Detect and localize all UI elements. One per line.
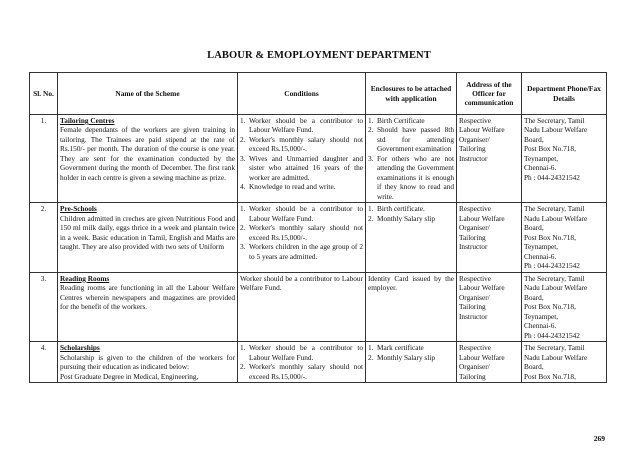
row-sl-no: 4. <box>30 342 58 383</box>
department-cell: The Secretary, Tamil Nadu Labour Welfare Board, Post Box No.718, <box>522 342 607 383</box>
condition-item: 4. Knowledge to read and write. <box>240 182 336 192</box>
scheme-title: Tailoring Centres <box>60 116 115 125</box>
enclosure-item: 2. Monthly Salary slip <box>368 213 435 223</box>
condition-item: 3. Wives and Unmarried daughter and sister who attained 16 years of the worker are admitted. <box>240 153 363 182</box>
department-cell: The Secretary, Tamil Nadu Labour Welfare Board, Post Box No.718, Teynampet, Chennai-6. Ph : 044-24321542 <box>522 272 607 341</box>
department-cell: The Secretary, Tamil Nadu Labour Welfare Board, Post Box No.718, Teynampet, Chennai-6. Ph : 044-24321542 <box>522 203 607 272</box>
enclosure-item: 3. For others who are not attending the Government examinations it is enough if they know to read and write. <box>368 153 454 201</box>
table-row <box>30 115 607 203</box>
conditions-cell <box>238 203 366 272</box>
scheme-description: Female dependants of the workers are given training in tailoring. The Trainees are paid stipend at the rate of Rs.150/- per month. The duration of the course is one year. They are sent for the examination conducted by the Government during the month of December. The first rank holder in each centre is given a sewing machine as prize. <box>60 125 235 182</box>
table-row <box>30 342 607 383</box>
header-enclosures: Enclosures to be attached with application <box>366 73 457 115</box>
condition-item: 1. Worker should be a contributor to Labour Welfare Fund. <box>240 116 363 135</box>
address-cell: Respective Labour Welfare Organiser/ Tailoring Instructor <box>457 272 522 341</box>
scheme-description-continued: Post Graduate Degree in Medical, Engineering, <box>60 371 199 381</box>
condition-item: 2. Worker's monthly salary should not exceed Rs.15,000/-. <box>240 362 363 381</box>
scheme-description: Scholarship is given to the children of the workers for pursuing their education as indicated below: <box>60 352 235 372</box>
enclosures-cell <box>366 342 457 383</box>
address-cell: Respective Labour Welfare Organiser/ Tailoring <box>457 342 522 383</box>
address-cell: Respective Labour Welfare Organiser/ Tailoring Instructor <box>457 203 522 272</box>
table-row <box>30 203 607 272</box>
scheme-title: Scholarships <box>60 343 100 353</box>
enclosure-item: 1. Birth Certificate <box>368 116 425 125</box>
conditions-cell <box>238 115 366 203</box>
enclosure-item: 2. Should have passed 8th std for attending Government examination <box>368 125 454 154</box>
header-sl-no: Sl. No. <box>30 73 58 115</box>
scheme-cell <box>58 272 238 341</box>
table-row <box>30 272 607 341</box>
header-scheme-name: Name of the Scheme <box>58 73 238 115</box>
scheme-title: Reading Rooms <box>60 273 110 283</box>
row-sl-no: 3. <box>30 272 58 341</box>
condition-item: 1. Worker should be a contributor to Labour Welfare Fund. <box>240 343 363 362</box>
page-title: LABOUR & EMOPLOYMENT DEPARTMENT <box>207 50 431 61</box>
header-address: Address of the Officer for communication <box>457 73 522 115</box>
scheme-description: Reading rooms are functioning in all the Labour Welfare Centres wherein newspapers and magazines are provided for the benefit of the workers. <box>60 283 235 312</box>
scheme-cell <box>58 115 238 203</box>
enclosure-item: 1. Mark certificate <box>368 343 424 353</box>
table-header-row <box>30 73 607 115</box>
scheme-description: Children admitted in creches are given Nutritious Food and 150 ml milk daily, eggs thrice in a week and plantain twice in a week. Basic education in Tamil, English and Maths are taught. They are also provided with two sets of Uniform <box>60 213 235 252</box>
condition-item: 1. Worker should be a contributor to Labour Welfare Fund. <box>240 204 363 223</box>
schemes-table <box>29 72 607 383</box>
condition-item: 3. Workers children in the age group of 2 to 5 years are admitted. <box>240 242 363 261</box>
enclosures-cell: Identity Card issued by the employer. <box>366 272 457 341</box>
address-cell: Respective Labour Welfare Organiser/ Tailoring Instructor <box>457 115 522 203</box>
enclosure-item: 1. Birth certificate. <box>368 204 425 214</box>
condition-item: 2. Worker's monthly salary should not exceed Rs.15,000/-. <box>240 223 363 242</box>
scheme-title: Pre-Schools <box>60 204 97 214</box>
header-department: Department Phone/Fax Details <box>522 73 607 115</box>
row-sl-no: 2. <box>30 203 58 272</box>
enclosures-cell <box>366 115 457 203</box>
scheme-cell <box>58 342 238 383</box>
header-conditions: Conditions <box>238 73 366 115</box>
conditions-cell <box>238 342 366 383</box>
enclosures-cell <box>366 203 457 272</box>
scheme-cell <box>58 203 238 272</box>
department-cell: The Secretary, Tamil Nadu Labour Welfare Board, Post Box No.718, Teynampet, Chennai-6. Ph : 044-24321542 <box>522 115 607 203</box>
row-sl-no: 1. <box>30 115 58 203</box>
enclosure-item: 2. Monthly Salary slip <box>368 352 435 362</box>
condition-item: 2. Worker's monthly salary should not exceed Rs.15,000/-. <box>240 134 363 154</box>
page-number: 269 <box>593 434 605 443</box>
conditions-cell: Worker should be a contributor to Labour Welfare Fund. <box>238 272 366 341</box>
